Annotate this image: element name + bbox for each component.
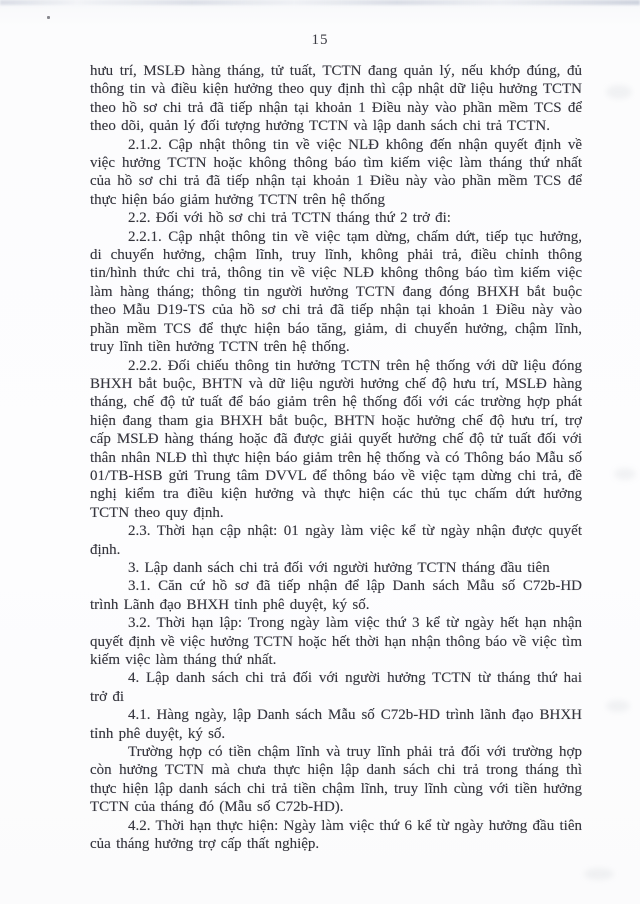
- paragraph-2-2-2: 2.2.2. Đối chiếu thông tin hưởng TCTN trên hệ thống với dữ liệu đóng BHXH bắt buộc, BHTN và dữ liệu người hưởng chế độ hưu trí, MSLĐ hàng tháng, chế độ tử tuất để báo giảm trên hệ thống đối với các trường hợp phát hiện đang tham gia BHXH bắt buộc, BHTN hoặc hưởng chế độ hưu trí, trợ cấp MSLĐ hàng tháng hoặc đã được giải quyết hưởng chế độ tử tuất đối với thân nhân NLĐ thì thực hiện báo giảm trên hệ thống và có Thông báo Mẫu số 01/TB-HSB gửi Trung tâm DVVL để thông báo về việc tạm dừng chi trả, đề nghị kiểm tra điều kiện hưởng và thực hiện các thủ tục chấm dứt hưởng TCTN theo quy định.: [90, 357, 582, 521]
- scan-speck: [47, 16, 50, 19]
- scan-smudge: [584, 868, 614, 880]
- paragraph-2-3: 2.3. Thời hạn cập nhật: 01 ngày làm việc kể từ ngày nhận được quyết định.: [90, 523, 582, 558]
- paragraph-truong-hop: Trường hợp có tiền chậm lĩnh và truy lĩnh phải trả đối với trường hợp còn hưởng TCTN mà chưa thực hiện lập danh sách chi trả trong tháng thì thực hiện lập danh sách chi trả tiền chậm lĩnh, truy lĩnh cùng với tiền hưởng TCTN của tháng đó (Mẫu số C72b-HD).: [90, 744, 582, 816]
- scan-smudge: [614, 468, 636, 480]
- paragraph-4-2: 4.2. Thời hạn thực hiện: Ngày làm việc thứ 6 kể từ ngày hưởng đầu tiên của tháng hưởng trợ cấp thất nghiệp.: [90, 817, 582, 853]
- paragraph-3-2: 3.2. Thời hạn lập: Trong ngày làm việc thứ 3 kể từ ngày hết hạn nhận quyết định về việc hưởng TCTN hoặc hết thời hạn nhận thông báo về việc tìm kiếm việc làm tháng thứ nhất.: [90, 615, 582, 668]
- paragraph-2-2-1: 2.2.1. Cập nhật thông tin về việc tạm dừng, chấm dứt, tiếp tục hưởng, di chuyển hưởng, chậm lĩnh, truy lĩnh, không phải trả, điều chỉnh thông tin/hình thức chi trả, thông tin về việc NLĐ không thông báo tìm kiếm việc làm hàng tháng; thông tin người hưởng TCTN đang đóng BHXH bắt buộc theo Mẫu D19-TS của hồ sơ chi trả đã tiếp nhận tại khoản 1 Điều này vào phần mềm TCS để thực hiện báo tăng, giảm, di chuyển hưởng, chậm lĩnh, truy lĩnh tiền hưởng TCTN trên hệ thống.: [90, 228, 582, 356]
- scan-smudge: [606, 700, 630, 712]
- paragraph-3: 3. Lập danh sách chi trả đối với người hưởng TCTN tháng đầu tiên: [128, 559, 550, 576]
- paragraph-2-1-2: 2.1.2. Cập nhật thông tin về việc NLĐ không đến nhận quyết định về việc hưởng TCTN hoặc không thông báo tìm kiếm việc làm tháng thứ nhất của hồ sơ chi trả đã tiếp nhận tại khoản 1 Điều này vào phần mềm TCS để thực hiện báo giảm hưởng TCTN trên hệ thống: [90, 136, 582, 208]
- scan-artifact-top-edge: [0, 0, 640, 5]
- paragraph-2-2: 2.2. Đối với hồ sơ chi trả TCTN tháng thứ 2 trở đi:: [128, 210, 451, 227]
- paragraph-4: 4. Lập danh sách chi trả đối với người hưởng TCTN từ tháng thứ hai trở đi: [90, 670, 582, 705]
- document-body: [90, 62, 582, 853]
- paragraph-continuation: hưu trí, MSLĐ hàng tháng, tử tuất, TCTN đang quản lý, nếu khớp đúng, đủ thông tin và điều kiện hưởng theo quy định thì cập nhật dữ liệu hưởng TCTN theo hồ sơ chi trả đã tiếp nhận tại khoản 1 Điều này vào phần mềm TCS để theo dõi, quản lý đối tượng hưởng TCTN và lập danh sách chi trả TCTN.: [90, 63, 582, 135]
- scan-smudge: [606, 85, 632, 99]
- paragraph-4-1: 4.1. Hàng ngày, lập Danh sách Mẫu số C72b-HD trình lãnh đạo BHXH tỉnh phê duyệt, ký số.: [90, 707, 582, 742]
- page-number: 15: [311, 32, 329, 48]
- paragraph-3-1: 3.1. Căn cứ hồ sơ đã tiếp nhận để lập Danh sách Mẫu số C72b-HD trình Lãnh đạo BHXH tỉnh phê duyệt, ký số.: [90, 578, 582, 613]
